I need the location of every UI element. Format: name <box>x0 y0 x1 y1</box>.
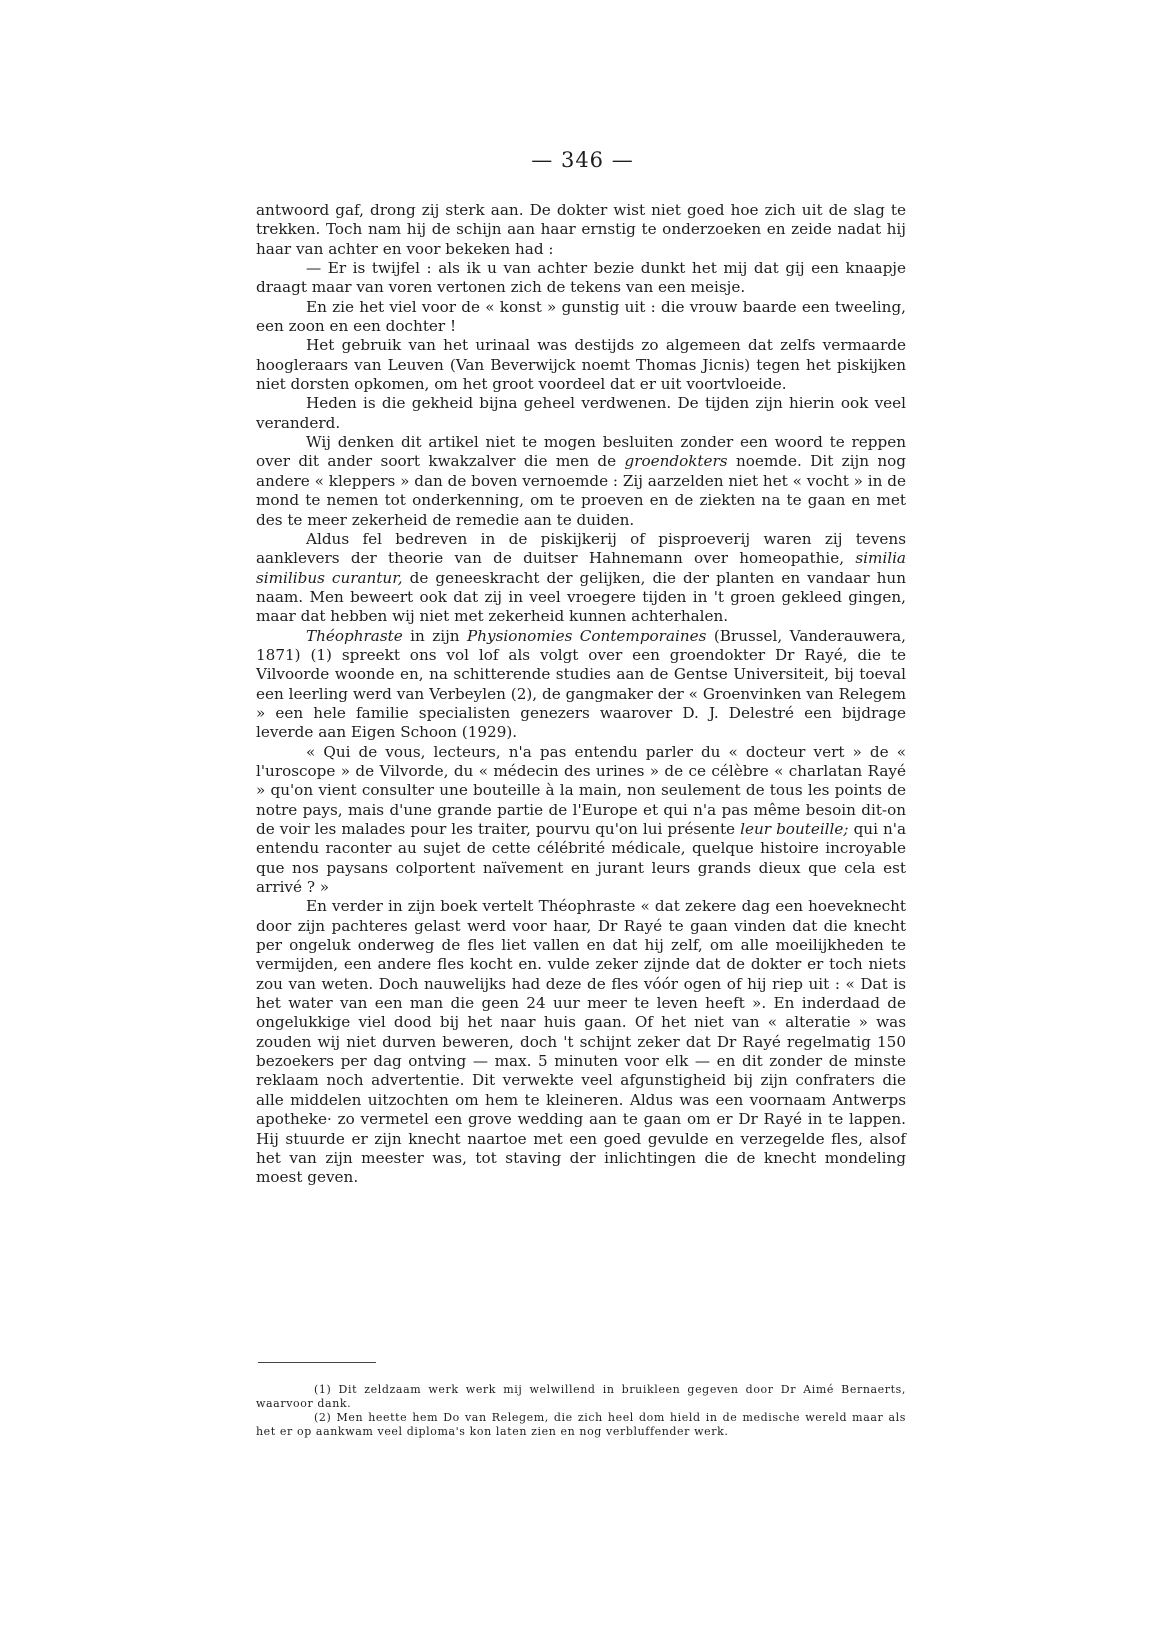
footnote: (2) Men heette hem Do van Relegem, die zich heel dom hield in de medische wereld maar als het er op aankwam veel diploma's kon laten zien en nog verbluffender werk. <box>256 1411 906 1438</box>
paragraph: Het gebruik van het urinaal was destijds zo algemeen dat zelfs vermaarde hoogleraars van Leuven (Van Beverwijck noemt Thomas Jicnis) tegen het piskijken niet dorsten opkomen, om het groot voordeel dat er uit voortvloeide. <box>256 336 906 394</box>
italic-author: Théophraste <box>306 626 403 645</box>
text-run: de geneeskracht der gelijken, die der planten en vandaar hun naam. Men beweert ook dat zij in veel vroegere tijden in 't groen gekleed gingen, maar dat hebben wij niet met zekerheid kunnen achterhalen. <box>256 568 906 626</box>
paragraph: En zie het viel voor de « konst » gunstig uit : die vrouw baarde een tweeling, een zoon en een dochter ! <box>256 297 906 336</box>
footnotes <box>256 1383 906 1439</box>
paragraph: — Er is twijfel : als ik u van achter bezie dunkt het mij dat gij een knaapje draagt maar van voren vertonen zich de tekens van een meisje. <box>256 259 906 297</box>
footnote-divider <box>258 1362 376 1363</box>
footnote: (1) Dit zeldzaam werk werk mij welwillend in bruikleen gegeven door Dr Aimé Bernaerts, waarvoor dank. <box>256 1383 906 1410</box>
text-run: in zijn <box>410 626 460 645</box>
italic-term: leur bouteille; <box>740 820 849 838</box>
body-text <box>256 201 906 1188</box>
text-run: (Brussel, Vanderauwera, 1871) (1) spreekt ons vol lof als volgt over een groendokter Dr Rayé, die te Vilvoorde woonde en, na schitterende studies aan de Gentse Universiteit, bij toeval een leerling werd van Verbeylen (2), de gangmaker der « Groenvinken van Relegem » een hele familie specialisten genezers waarover D. J. Delestré een bijdrage leverde aan Eigen Schoon (1929). <box>256 626 906 742</box>
paragraph: En verder in zijn boek vertelt Théophraste « dat zekere dag een hoeveknecht door zijn pachteres gelast werd voor haar, Dr Rayé te gaan vinden dat die knecht per ongeluk onderweg de fles liet vallen en dat hij zelf, om alle moeilijkheden te vermijden, een andere fles kocht en. vulde zeker zijnde dat de dokter er toch niets zou van weten. Doch nauwelijks had deze de fles vóór ogen of hij riep uit : « Dat is het water van een man die geen 24 uur meer te leven heeft ». En inderdaad de ongelukkige viel dood bij het naar huis gaan. Of het niet van « alteratie » was zouden wij niet durven beweren, doch 't schijnt zeker dat Dr Rayé regelmatig 150 bezoekers per dag ontving — max. 5 minuten voor elk — en dit zonder de minste reklaam noch advertentie. Dit verwekte veel afgunstigheid bij zijn confraters die alle middelen uitzochten om hem te kleineren. Aldus was een voornaam Antwerps apotheke· zo vermetel een grove wedding aan te gaan om er Dr Rayé in te lappen. Hij stuurde er zijn knecht naartoe met een goed gevulde en verzegelde fles, alsof het van zijn meester was, tot staving der inlichtingen die de knecht mondeling moest geven. <box>256 897 906 1187</box>
text-run: qui n'a entendu raconter au sujet de cette célébrité médicale, quelque histoire incroyable que nos paysans colportent naïvement en jurant leurs grands dieux que cela est arrivé ? » <box>256 820 907 897</box>
text-run: « Qui de vous, lecteurs, n'a pas entendu parler du « docteur vert » de « l'uroscope » de Vilvorde, du « médecin des urines » de ce célèbre « charlatan Rayé » qu'on vient consulter une bouteille à la main, non seulement de tous les points de notre pays, mais d'une grande partie de l'Europe et qui n'a pas même besoin dit-on de voir les malades pour les traiter, pourvu qu'on lui présente <box>256 742 906 838</box>
text-run: Aldus fel bedreven in de piskijkerij of pisproeverij waren zij tevens aanklevers der theorie van de duitser Hahnemann over homeopathie, <box>256 529 906 568</box>
italic-term: groendokters <box>624 452 728 471</box>
text-run: noemde. Dit zijn nog andere « kleppers » dan de boven vernoemde : Zij aarzelden niet het « vocht » in de mond te nemen tot onderkenning, om te proeven en de ziekten na te gaan en met des te meer zekerheid de remedie aan te duiden. <box>256 452 907 529</box>
paragraph <box>256 743 906 898</box>
paragraph <box>256 433 906 530</box>
paragraph: antwoord gaf, drong zij sterk aan. De dokter wist niet goed hoe zich uit de slag te trekken. Toch nam hij de schijn aan haar ernstig te onderzoeken en zeide nadat hij haar van achter en voor bekeken had : <box>256 201 906 258</box>
paragraph: Heden is die gekheid bijna geheel verdwenen. De tijden zijn hierin ook veel veranderd. <box>256 394 906 432</box>
page-number: — 346 — <box>531 148 634 172</box>
text-run: Wij denken dit artikel niet te mogen besluiten zonder een woord te reppen over dit ander soort kwakzalver die men de <box>256 433 906 471</box>
paragraph <box>256 627 906 743</box>
italic-term: similia similibus curantur, <box>256 549 906 587</box>
italic-title: Physionomies Contemporaines <box>467 626 707 645</box>
paragraph <box>256 530 906 627</box>
